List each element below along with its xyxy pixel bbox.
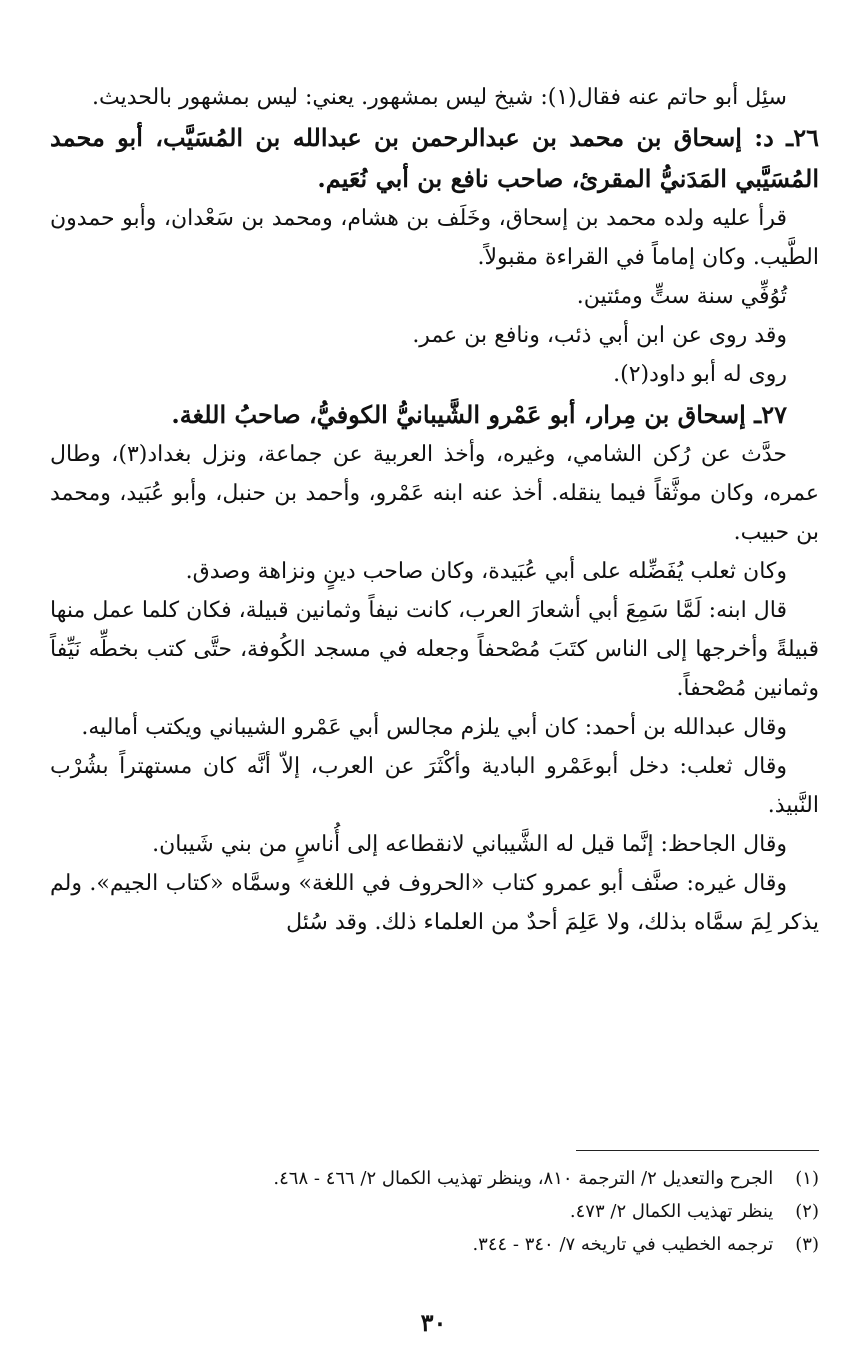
paragraph: وقال الجاحظ: إنَّما قيل له الشَّيباني لانقطاعه إلى أُناسٍ من بني شَيبان. [152,832,787,857]
footnote-divider [576,1150,819,1151]
footnote [50,1162,819,1195]
paragraph: قال ابنه: لَمَّا سَمِعَ أبي أشعارَ العرب، كانت نيفاً وثمانين قبيلة، فكان كلما عمل منها قبيلةً وأخرجها إلى الناس كتَبَ مُصْحفاً وجعله في مسجد الكُوفة، حتَّى كتب بخطِّه نَيِّفاً وثمانين مُصْحفاً. [50,598,819,701]
entry-heading-27: ٢٧ـ إسحاق بن مِرار، أبو عَمْرو الشَّيبانيُّ الكوفيُّ، صاحبُ اللغة. [171,400,787,429]
paragraph: وقال ثعلب: دخل أبوعَمْرو البادية وأكْثَرَ عن العرب، إلاّ أنَّه كان مستهتراً بشُرْب النَّبيذ. [50,754,819,818]
paragraph: سئِل أبو حاتم عنه فقال(١): شيخ ليس بمشهور. يعني: ليس بمشهور بالحديث. [92,85,787,110]
paragraph: روى له أبو داود(٢). [613,362,787,387]
footnote [50,1228,819,1261]
paragraph: وقال غيره: صنَّف أبو عمرو كتاب «الحروف في اللغة» وسمَّاه «كتاب الجيم». ولم يذكر لِمَ سمَّاه بذلك، ولا عَلِمَ أحدٌ من العلماء ذلك. وقد سُئل [50,871,819,935]
footnote-text: ينظر تهذيب الكمال ٢/ ٤٧٣. [569,1201,774,1222]
footnote [50,1195,819,1228]
paragraph: قرأ عليه ولده محمد بن إسحاق، وخَلَف بن هشام، ومحمد بن سَعْدان، وأبو حمدون الطَّيب. وكان إماماً في القراءة مقبولاً. [50,206,819,270]
footnotes [50,1162,819,1261]
paragraph: وقال عبدالله بن أحمد: كان أبي يلزم مجالس أبي عَمْرو الشيباني ويكتب أماليه. [81,715,787,740]
body-text [50,78,819,942]
paragraph: وقد روى عن ابن أبي ذئب، ونافع بن عمر. [412,323,787,348]
paragraph: وكان ثعلب يُفَضِّله على أبي عُبَيدة، وكان صاحب دينٍ ونزاهة وصدق. [185,559,787,584]
entry-heading-26: ٢٦ـ د: إسحاق بن محمد بن عبدالرحمن بن عبدالله بن المُسَيَّب، أبو محمد المُسَيَّبي المَدَنيُّ المقرئ، صاحب نافع بن أبي نُعَيم. [50,123,819,193]
footnote-text: الجرح والتعديل ٢/ الترجمة ٨١٠، وينظر تهذيب الكمال ٢/ ٤٦٦ - ٤٦٨. [273,1168,774,1189]
footnote-text: ترجمه الخطيب في تاريخه ٧/ ٣٤٠ - ٣٤٤. [472,1234,774,1255]
paragraph: حدَّث عن رُكن الشامي، وغيره، وأخذ العربية عن جماعة، ونزل بغداد(٣)، وطال عمره، وكان موثَّقاً فيما ينقله. أخذ عنه ابنه عَمْرو، وأحمد بن حنبل، وأبو عُبَيد، ومحمد بن حبيب. [50,442,819,545]
footnote-number: (٢) [795,1201,819,1222]
paragraph: تُوُفِّي سنة ستٍّ ومئتين. [576,284,787,309]
footnote-number: (١) [795,1168,819,1189]
page-number: ٣٠ [420,1308,447,1337]
footnote-number: (٣) [795,1234,819,1255]
